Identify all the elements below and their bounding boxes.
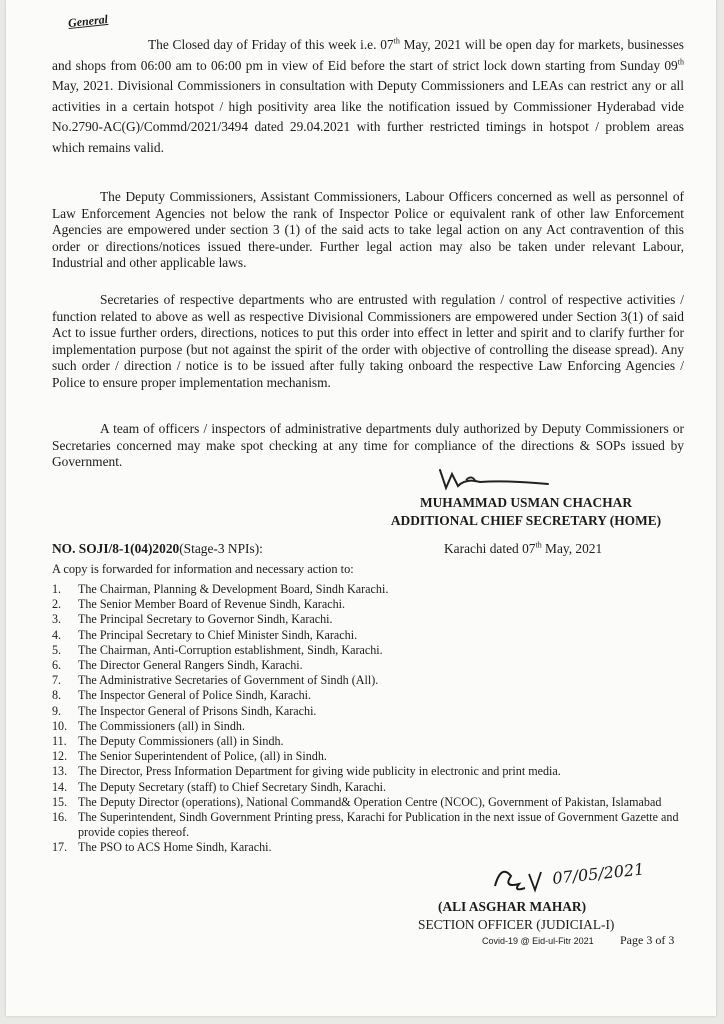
list-item	[52, 673, 692, 688]
list-item-number: 10.	[52, 718, 68, 733]
distribution-list	[52, 582, 692, 856]
document-page	[6, 0, 716, 1016]
reference-line	[52, 541, 684, 557]
paragraph-eid-open-day	[52, 35, 684, 158]
list-item-text: The Chairman, Anti-Corruption establishment, Sindh, Karachi.	[78, 642, 383, 657]
list-item-text: The Senior Member Board of Revenue Sindh, Karachi.	[78, 597, 345, 612]
list-item-number: 14.	[52, 779, 68, 794]
list-item-number: 5.	[52, 642, 62, 657]
list-item	[52, 840, 692, 855]
footer-tag: Covid-19 @ Eid-ul-Fitr 2021	[482, 936, 594, 946]
date-suffix: May, 2021	[541, 541, 603, 556]
list-item-number: 3.	[52, 612, 62, 627]
copy-forward-intro: A copy is forwarded for information and necessary action to:	[52, 562, 354, 576]
list-item-number: 13.	[52, 764, 68, 779]
date-prefix: Karachi dated 07	[444, 541, 536, 556]
list-item-text: The Superintendent, Sindh Government Printing press, Karachi for Publication in the next issue of Government Gazette and provide copies thereof.	[78, 810, 679, 840]
list-item	[52, 597, 692, 612]
list-item-text: The PSO to ACS Home Sindh, Karachi.	[78, 840, 272, 855]
list-item-text: The Principal Secretary to Chief Minister Sindh, Karachi.	[78, 627, 358, 642]
list-item	[52, 612, 692, 627]
list-item-text: The Principal Secretary to Governor Sindh, Karachi.	[78, 612, 333, 627]
list-item	[52, 658, 692, 673]
section-officer-name: (ALI ASGHAR MAHAR)	[438, 899, 587, 914]
list-item-text: The Inspector General of Prisons Sindh, Karachi.	[78, 703, 317, 718]
list-item-text: The Director General Rangers Sindh, Karachi.	[78, 658, 303, 673]
list-item-number: 4.	[52, 627, 62, 642]
list-item	[52, 764, 692, 779]
signature-image	[436, 466, 556, 492]
list-item	[52, 749, 692, 764]
paragraph-spot-checking: A team of officers / inspectors of administrative departments duly authorized by Deputy Commissioners or Secretaries concerned may make spot checking at any time for compliance of the directions & SOPs issued by Government.	[52, 421, 684, 469]
signatory-name: MUHAMMAD USMAN CHACHAR	[420, 495, 632, 510]
list-item	[52, 582, 692, 597]
section-officer-title: SECTION OFFICER (JUDICIAL-I)	[418, 917, 615, 932]
section-heading: General	[67, 11, 109, 31]
list-item	[52, 643, 692, 658]
paragraph-enforcement: The Deputy Commissioners, Assistant Commissioners, Labour Officers concerned as well as personnel of Law Enforcement Agencies not below the rank of Inspector Police or equivalent rank of other law Enforcement Agencies are empowered under section 3 (1) of the said acts to take legal action on any Act contravention of this order or directions/notices issued there-under. Further legal action may also be taken under relevant Labour, Industrial and other applicable laws.	[52, 189, 684, 270]
list-item	[52, 704, 692, 719]
list-item	[52, 688, 692, 703]
signatory-title: ADDITIONAL CHIEF SECRETARY (HOME)	[390, 513, 662, 528]
handwritten-date-text: 07/05/2021	[551, 859, 646, 888]
paragraph-secretaries: Secretaries of respective departments who are entrusted with regulation / control of respective activities / function related to above as well as respective Divisional Commissioners are empowered under Section 3(1) of said Act to issue further orders, directions, notices to put this order into effect in letter and spirit and to clarify further for implementation purpose (but not against the spirit of the order with objective of controlling the disease spread). Any such order / direction / notice is to be issued after fully taking onboard the respective Law Enforcing Agencies / Police to ensure proper implementation mechanism.	[52, 292, 684, 390]
list-item-number: 16.	[52, 810, 68, 825]
p1-sup-b: th	[677, 57, 684, 67]
list-item-number: 8.	[52, 688, 62, 703]
list-item-number: 17.	[52, 840, 68, 855]
list-item	[52, 795, 692, 810]
list-item-number: 1.	[52, 582, 62, 596]
p1-sup-a: th	[393, 36, 400, 46]
p1-text-b: May, 2021 will be open day for markets, businesses and shops from 06:00 am to 06:00 pm in view of Eid before the start of strict lock down starting from Sunday 09	[52, 37, 684, 73]
list-item-number: 7.	[52, 673, 62, 688]
list-item-number: 11.	[52, 734, 67, 749]
p1-text-c: May, 2021. Divisional Commissioners in consultation with Deputy Commissioners and LEAs can restrict any or all activities in a certain hotspot / high positivity area like the notification issued by Commissioner Hyderabad vide No.2790-AC(G)/Commd/2021/3494 dated 29.04.2021 with further restricted timings in hotspot / problem areas which remains valid.	[52, 78, 684, 155]
handwritten-initials-and-date	[491, 858, 666, 900]
list-item-text: The Deputy Director (operations), National Command& Operation Centre (NCOC), Government of Pakistan, Islamabad	[78, 794, 662, 809]
list-item	[52, 734, 692, 749]
list-item-text: The Senior Superintendent of Police, (all) in Sindh.	[78, 749, 327, 764]
reference-date	[444, 541, 602, 557]
list-item-number: 15.	[52, 794, 68, 809]
list-item-text: The Director, Press Information Department for giving wide publicity in electronic and print media.	[78, 764, 561, 779]
list-item-number: 9.	[52, 703, 62, 718]
p1-text-a: The Closed day of Friday of this week i.e. 07	[148, 37, 394, 52]
list-item-number: 2.	[52, 597, 62, 612]
list-item	[52, 719, 692, 734]
list-item-text: The Deputy Secretary (staff) to Chief Secretary Sindh, Karachi.	[78, 779, 387, 794]
reference-stage: (Stage-3 NPIs):	[179, 541, 263, 556]
list-item-text: The Deputy Commissioners (all) in Sindh.	[78, 734, 284, 749]
list-item-text: The Chairman, Planning & Development Board, Sindh Karachi.	[78, 582, 389, 596]
list-item	[52, 810, 692, 840]
list-item	[52, 628, 692, 643]
list-item-text: The Commissioners (all) in Sindh.	[78, 718, 245, 733]
list-item-number: 12.	[52, 749, 68, 764]
page-number: Page 3 of 3	[620, 933, 675, 947]
date-sup: th	[535, 540, 542, 550]
list-item-text: The Inspector General of Police Sindh, Karachi.	[78, 688, 312, 703]
list-item	[52, 780, 692, 795]
list-item-number: 6.	[52, 658, 62, 673]
reference-number: NO. SOJI/8-1(04)2020	[52, 541, 180, 556]
list-item-text: The Administrative Secretaries of Government of Sindh (All).	[78, 673, 379, 688]
